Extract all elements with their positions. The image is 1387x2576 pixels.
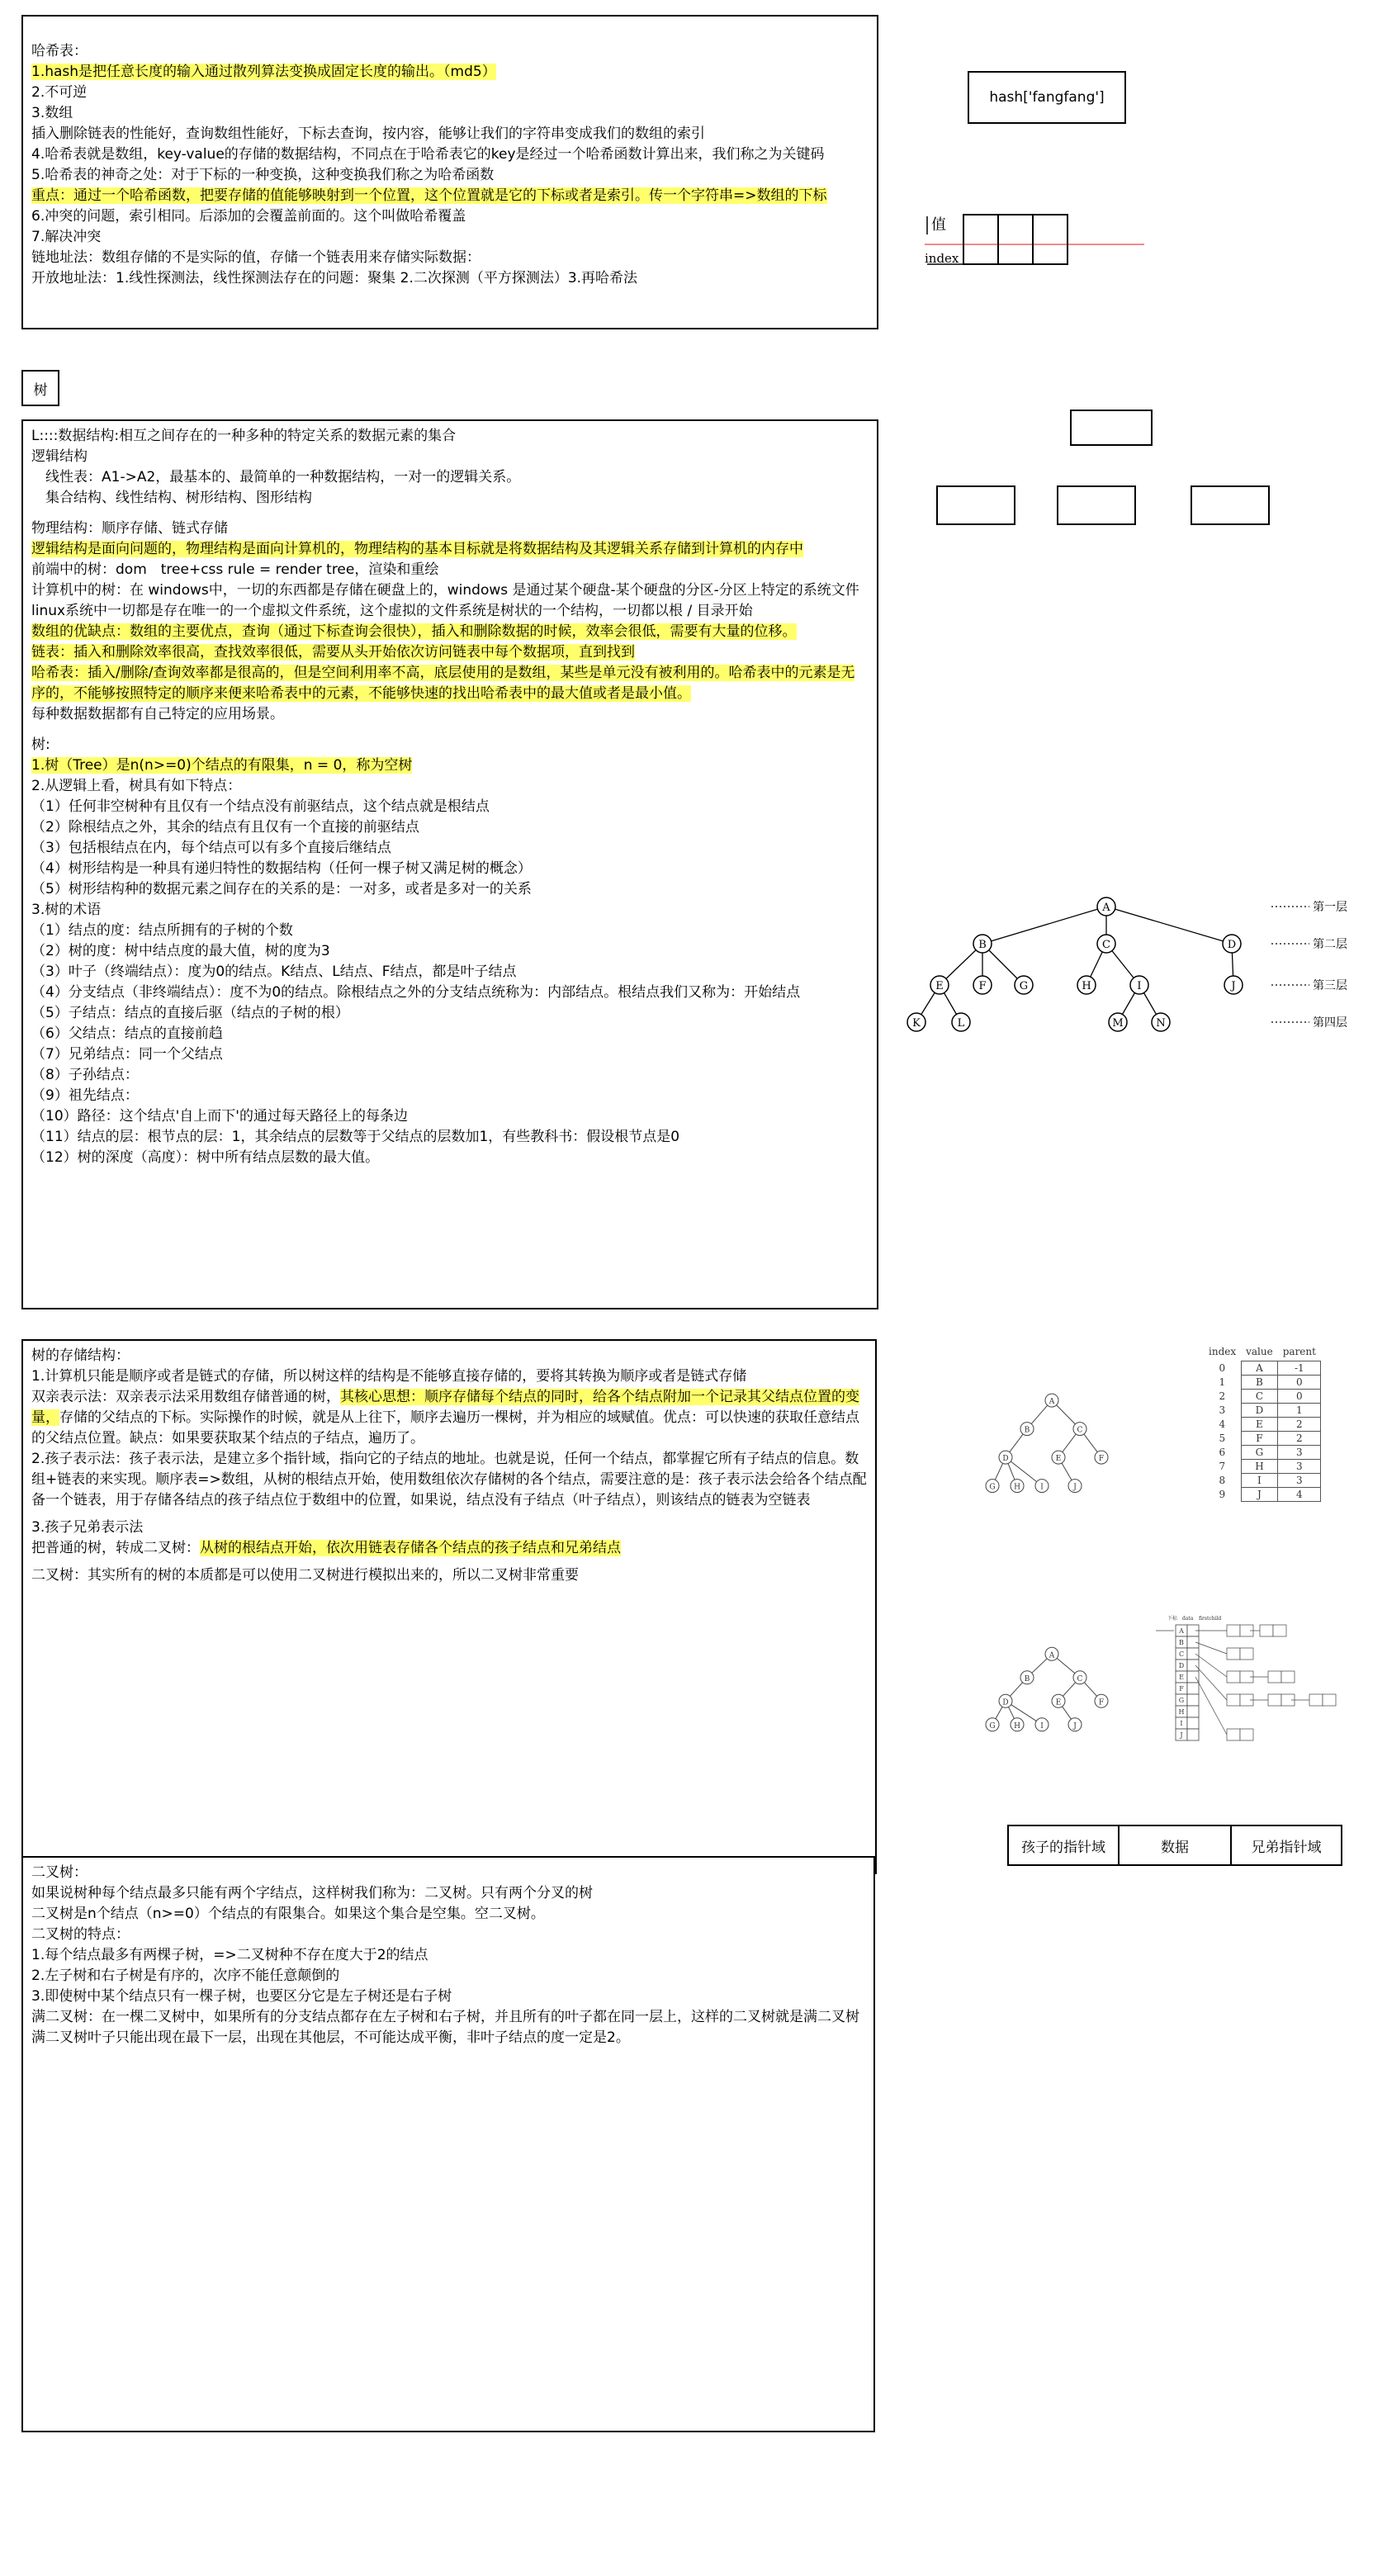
note-line: 5.哈希表的神奇之处：对于下标的一种变换，这种变换我们称之为哈希函数 xyxy=(31,167,495,183)
table-header-cell: parent xyxy=(1282,1346,1316,1357)
tree-node-label: L xyxy=(957,1017,965,1030)
small-tree-1 xyxy=(978,1384,1126,1499)
child-list-pointer-cell xyxy=(1187,1706,1199,1717)
empty-box-right xyxy=(1191,485,1270,525)
child-list-node-index xyxy=(1227,1625,1240,1636)
note-line: （8）子孙结点： xyxy=(31,1067,139,1083)
small-tree-node-label: J xyxy=(1073,1483,1077,1492)
hash-fangfang-label: hash['fangfang'] xyxy=(989,89,1105,106)
table-cell: 2 xyxy=(1278,1432,1321,1446)
tree-node-label: D xyxy=(1227,939,1237,951)
note-line: （5）子结点：结点的直接后驱（结点的子树的根） xyxy=(31,1005,349,1021)
table-cell: -1 xyxy=(1278,1361,1321,1376)
note-line: （7）兄弟结点：同一个父结点 xyxy=(31,1046,223,1063)
child-list-pointer-cell xyxy=(1187,1694,1199,1706)
small-tree-node-label: D xyxy=(1002,1698,1009,1707)
level-label: 第三层 xyxy=(1313,979,1347,992)
note-line: （11）结点的层：根节点的层：1，其余结点的层数等于父结点的层数加1，有些教科书：假设根节点是0 xyxy=(31,1129,680,1145)
note-line: （4）分支结点（非终端结点）：度不为0的结点。除根结点之外的分支结点统称为：内部结点。根结点我们又称为：开始结点 xyxy=(31,984,801,1001)
note-line: 线性表：A1->A2，最基本的、最简单的一种数据结构，一对一的逻辑关系。 xyxy=(31,469,521,485)
child-list-link xyxy=(1195,1665,1227,1700)
note-line: 逻辑结构 xyxy=(31,448,88,465)
note-line: 6.冲突的问题，索引相同。后添加的会覆盖前面的。这个叫做哈希覆盖 xyxy=(31,208,466,225)
table-header-cell: index xyxy=(1209,1346,1237,1358)
sibling-pointer-label: 兄弟指针域 xyxy=(1251,1839,1322,1856)
note-line: （2）除根结点之外，其余的结点有且仅有一个直接的前驱结点 xyxy=(31,819,419,836)
table-cell: D xyxy=(1241,1404,1278,1418)
note-line: 集合结构、线性结构、树形结构、图形结构 xyxy=(31,490,312,506)
child-list-pointer-cell xyxy=(1187,1683,1199,1694)
child-list-node-index xyxy=(1268,1671,1281,1683)
child-list-diagram xyxy=(1153,1612,1351,1760)
table-cell: F xyxy=(1241,1432,1278,1446)
small-tree-node-label: E xyxy=(1055,1455,1062,1464)
small-tree-node-label: E xyxy=(1055,1698,1062,1707)
table-row xyxy=(1204,1376,1321,1390)
small-tree-node-label: A xyxy=(1049,1398,1055,1407)
child-list-label: B xyxy=(1179,1639,1184,1646)
table-row xyxy=(1204,1390,1321,1404)
note-line: （10）路径：这个结点'自上而下'的通过每天路径上的每条边 xyxy=(31,1108,408,1125)
note-text-part: 树的存储结构： xyxy=(31,1347,130,1364)
table-cell: C xyxy=(1241,1390,1278,1404)
child-list-link xyxy=(1195,1642,1227,1654)
tree-tag-label: 树 xyxy=(33,381,48,399)
empty-box-middle xyxy=(1057,485,1136,525)
tree-node-label: I xyxy=(1137,980,1142,992)
small-tree-node-label: C xyxy=(1077,1426,1083,1435)
note-line: 3.树的术语 xyxy=(31,902,102,918)
note-line: （3）包括根结点在内，每个结点可以有多个直接后继结点 xyxy=(31,840,391,856)
child-list-pointer-cell xyxy=(1187,1717,1199,1729)
table-cell: H xyxy=(1241,1460,1278,1474)
table-cell: 2 xyxy=(1219,1390,1226,1402)
note-line: 二叉树是n个结点（n>=0）个结点的有限集合。如果这个集合是空集。空二叉树。 xyxy=(31,1906,545,1922)
hash-fangfang-box xyxy=(968,71,1126,124)
table-cell: G xyxy=(1241,1446,1278,1460)
table-cell: 2 xyxy=(1278,1418,1321,1432)
tree-node-label: F xyxy=(978,980,987,992)
note-line: （1）任何非空树种有且仅有一个结点没有前驱结点，这个结点就是根结点 xyxy=(31,798,490,815)
hash-value-label: 值 xyxy=(931,216,946,234)
child-pointer-field xyxy=(1007,1825,1120,1866)
note-line: 3.即使树中某个结点只有一棵子树，也要区分它是左子树还是右子树 xyxy=(31,1988,452,2005)
table-header-cell: value xyxy=(1246,1346,1273,1357)
note-line: 2.不可逆 xyxy=(31,84,88,101)
child-list-link xyxy=(1195,1654,1227,1677)
child-list-node-index xyxy=(1227,1729,1240,1740)
note-line: 二叉树： xyxy=(31,1864,88,1881)
child-list-node-next xyxy=(1323,1694,1336,1706)
table-row xyxy=(1204,1404,1321,1418)
note-line: 逻辑结构是面向问题的，物理结构是面向计算机的，物理结构的基本目标就是将数据结构及其逻辑关系存储到计算机的内存中 xyxy=(31,541,803,557)
note-line: （12）树的深度（高度）：树中所有结点层数的最大值。 xyxy=(31,1149,380,1166)
hash-note[interactable] xyxy=(21,15,878,329)
tree-node-label: M xyxy=(1112,1017,1124,1030)
hash-array-diagram xyxy=(916,205,1156,279)
table-cell: 3 xyxy=(1278,1446,1321,1460)
note-line xyxy=(31,1449,867,1511)
table-cell: 7 xyxy=(1219,1461,1226,1472)
note-line: （6）父结点：结点的直接前趋 xyxy=(31,1025,223,1042)
small-tree-node-label: H xyxy=(1014,1483,1020,1492)
child-list-pointer-cell xyxy=(1187,1671,1199,1683)
level-label: 第一层 xyxy=(1313,901,1347,914)
note-line xyxy=(31,1387,867,1449)
tree-node-label: C xyxy=(1102,939,1110,951)
note-line xyxy=(31,1538,867,1559)
tree-node-label: J xyxy=(1231,980,1236,992)
table-cell: 0 xyxy=(1219,1362,1226,1374)
child-list-node-index xyxy=(1268,1694,1281,1706)
child-list-node-index xyxy=(1260,1625,1273,1636)
child-list-label: C xyxy=(1178,1650,1185,1658)
table-cell: 1 xyxy=(1219,1376,1226,1388)
note-line: 插入删除链表的性能好，查询数组性能好，下标去查询，按内容，能够让我们的字符串变成我们的数组的索引 xyxy=(31,125,705,142)
note-line: （1）结点的度：结点所拥有的子树的个数 xyxy=(31,922,293,939)
table-cell: 9 xyxy=(1219,1489,1226,1500)
table-cell: 1 xyxy=(1278,1404,1321,1418)
hash-index-label: index xyxy=(925,251,959,266)
note-line xyxy=(31,1518,867,1538)
child-list-node-index xyxy=(1227,1694,1240,1706)
note-line: L::::数据结构:相互之间存在的一种多种的特定关系的数据元素的集合 xyxy=(31,428,457,444)
child-list-node-next xyxy=(1240,1729,1253,1740)
note-line: 链表：插入和删除效率很高，查找效率很低，需要从头开始依次访问链表中每个数据项，直到找到 xyxy=(31,644,635,661)
tree-node-label: N xyxy=(1156,1017,1166,1030)
child-list-header: data xyxy=(1182,1616,1194,1622)
small-tree-2 xyxy=(978,1640,1126,1739)
child-pointer-label: 孩子的指针域 xyxy=(1021,1839,1105,1856)
tree-node-label: K xyxy=(912,1017,921,1030)
note-line: 物理结构：顺序存储、链式存储 xyxy=(31,520,228,537)
child-list-label: A xyxy=(1179,1627,1184,1635)
note-line xyxy=(31,1366,867,1387)
note-text-part: 把普通的树，转成二叉树： xyxy=(31,1540,200,1556)
child-list-pointer-cell xyxy=(1187,1636,1199,1648)
note-line: 如果说树种每个结点最多只能有两个字结点，这样树我们称为：二叉树。只有两个分叉的树 xyxy=(31,1885,593,1901)
table-cell: B xyxy=(1241,1376,1278,1390)
tree-note[interactable] xyxy=(21,419,878,1309)
table-cell: 6 xyxy=(1219,1447,1226,1458)
note-line: （3）叶子（终端结点）：度为0的结点。K结点、L结点、F结点，都是叶子结点 xyxy=(31,964,517,980)
tree-diagram xyxy=(900,892,1370,1049)
table-row xyxy=(1204,1488,1321,1502)
empty-box-left xyxy=(936,485,1015,525)
storage-note[interactable] xyxy=(21,1339,877,1874)
table-cell: 4 xyxy=(1219,1418,1226,1430)
child-list-label: I xyxy=(1180,1720,1183,1727)
note-line: 每种数据数据都有自己特定的应用场景。 xyxy=(31,706,284,722)
small-tree-node-label: A xyxy=(1049,1651,1055,1660)
tree-edge xyxy=(982,907,1106,944)
table-row xyxy=(1204,1432,1321,1446)
small-tree-node-label: C xyxy=(1077,1674,1083,1683)
child-list-node-index xyxy=(1227,1648,1240,1660)
note-line: （5）树形结构种的数据元素之间存在的关系的是：一对多，或者是多对一的关系 xyxy=(31,881,532,897)
tree-tag xyxy=(21,370,59,406)
note-text-part: 1.计算机只能是顺序或者是链式的存储，所以树这样的结构是不能够直接存储的，要将其转换为顺序或者是链式存储 xyxy=(31,1368,747,1385)
table-row xyxy=(1204,1361,1321,1376)
note-line: 前端中的树：dom tree+css rule = render tree，渲染和重绘 xyxy=(31,561,439,578)
note-line: 满二叉树叶子只能出现在最下一层，出现在其他层，不可能达成平衡，非叶子结点的度一定是2。 xyxy=(31,2029,630,2046)
note-line: 数组的优缺点：数组的主要优点，查询（通过下标查询会很快），插入和删除数据的时候，效率会很低，需要有大量的位移。 xyxy=(31,623,797,640)
note-line: 1.hash是把任意长度的输入通过散列算法变换成固定长度的输出。（md5） xyxy=(31,64,496,80)
note-line: 4.哈希表就是数组，key-value的存储的数据结构，不同点在于哈希表它的key是经过一个哈希函数计算出来，我们称之为关键码 xyxy=(31,146,825,163)
child-list-pointer-cell xyxy=(1187,1648,1199,1660)
table-row xyxy=(1204,1446,1321,1460)
note-line: 计算机中的树：在 windows中，一切的东西都是存储在硬盘上的，windows 是通过某个硬盘-某个硬盘的分区-分区上特定的系统文件 xyxy=(31,582,859,599)
tree-edge xyxy=(1106,907,1232,944)
child-list-pointer-cell xyxy=(1187,1660,1199,1671)
table-cell: 3 xyxy=(1278,1474,1321,1488)
note-line xyxy=(31,1565,867,1586)
child-list-label: G xyxy=(1178,1697,1185,1704)
parent-table xyxy=(1204,1346,1321,1502)
note-text-part: 2.孩子表示法：孩子表示法，是建立多个指针域，指向它的子结点的地址。也就是说，任何一个结点，都掌握它所有子结点的信息。数组+链表的来实现。顺序表=>数组，从树的根结点开始，使用数组依次存储树的各个结点，需要注意的是：孩子表示法会给各个结点配备一个链表，用于存储各结点的孩子结点位于数组中的位置，如果说，结点没有子结点（叶子结点），则该结点的链表为空链表 xyxy=(31,1451,867,1508)
table-row xyxy=(1204,1460,1321,1474)
table-cell: J xyxy=(1241,1488,1278,1502)
child-list-label: E xyxy=(1179,1674,1184,1681)
table-row xyxy=(1204,1418,1321,1432)
child-list-label: J xyxy=(1180,1731,1183,1739)
small-tree-node-label: G xyxy=(989,1721,996,1731)
child-list-link xyxy=(1195,1677,1227,1735)
tree-node-label: B xyxy=(978,939,987,951)
small-tree-node-label: I xyxy=(1040,1483,1044,1492)
child-list-node-index xyxy=(1227,1671,1240,1683)
note-line: 3.数组 xyxy=(31,105,73,121)
child-list-node-next xyxy=(1240,1648,1253,1660)
table-cell: 5 xyxy=(1219,1432,1226,1444)
child-list-label: D xyxy=(1178,1662,1185,1669)
child-list-label: F xyxy=(1179,1685,1184,1693)
child-list-pointer-cell xyxy=(1187,1729,1199,1740)
note-line: 开放地址法：1.线性探测法，线性探测法存在的问题：聚集 2.二次探测（平方探测法）3.再哈希法 xyxy=(31,270,638,286)
small-tree-node-label: D xyxy=(1002,1455,1009,1464)
table-header-row xyxy=(1204,1346,1321,1361)
child-list-node-next xyxy=(1281,1671,1295,1683)
note-line: 2.左子树和右子树是有序的，次序不能任意颠倒的 xyxy=(31,1968,340,1984)
small-tree-node-label: H xyxy=(1014,1721,1020,1731)
note-text-part: 从树的根结点开始，依次用链表存储各个结点的孩子结点和兄弟结点 xyxy=(200,1540,621,1556)
note-text-part: 二叉树：其实所有的树的本质都是可以使用二叉树进行模拟出来的，所以二叉树非常重要 xyxy=(31,1567,579,1584)
note-text-part: 存储的父结点的下标。实际操作的时候，就是从上往下，顺序去遍历一棵树，并为相应的域赋值。优点：可以快速的获取任意结点的父结点位置。缺点：如果要获取某个结点的子结点，遍历了。 xyxy=(31,1409,859,1447)
note-text-part: 3.孩子兄弟表示法 xyxy=(31,1519,144,1536)
table-cell: 3 xyxy=(1278,1460,1321,1474)
sibling-pointer-field xyxy=(1232,1825,1342,1866)
child-list-node-next xyxy=(1273,1625,1286,1636)
note-line: 1.每个结点最多有两棵子树，=>二叉树种不存在度大于2的结点 xyxy=(31,1947,428,1963)
note-line: 7.解决冲突 xyxy=(31,229,102,245)
note-line: 重点：通过一个哈希函数，把要存储的值能够映射到一个位置，这个位置就是它的下标或者是索引。传一个字符串=>数组的下标 xyxy=(31,187,827,204)
note-line: （2）树的度：树中结点度的最大值，树的度为3 xyxy=(31,943,330,959)
tree-node-label: E xyxy=(935,980,944,992)
small-tree-node-label: B xyxy=(1024,1426,1030,1435)
small-tree-node-label: F xyxy=(1098,1698,1105,1707)
table-cell: 4 xyxy=(1278,1488,1321,1502)
child-list-label: H xyxy=(1178,1708,1185,1716)
table-row xyxy=(1204,1474,1321,1488)
note-line xyxy=(31,1346,867,1366)
level-label: 第四层 xyxy=(1313,1016,1347,1030)
level-label: 第二层 xyxy=(1313,938,1347,951)
tree-node-label: H xyxy=(1082,980,1091,992)
small-tree-node-label: F xyxy=(1098,1455,1105,1464)
tree-node-label: A xyxy=(1102,902,1110,914)
note-text-part: 双亲表示法：双亲表示法采用数组存储普通的树， xyxy=(31,1389,340,1405)
table-cell: A xyxy=(1241,1361,1278,1376)
note-line: 2.从逻辑上看，树具有如下特点： xyxy=(31,778,242,794)
note-line: linux系统中一切都是存在唯一的一个虚拟文件系统，这个虚拟的文件系统是树状的一个结构，一切都以根 / 目录开始 xyxy=(31,603,753,619)
small-tree-node-label: I xyxy=(1040,1721,1044,1731)
note-line: （4）树形结构是一种具有递归特性的数据结构（任何一棵子树又满足树的概念） xyxy=(31,860,532,877)
note-line: 哈希表：插入/删除/查询效率都是很高的，但是空间利用率不高，底层使用的是数组，某些是单元没有被利用的。哈希表中的元素是无序的，不能够按照特定的顺序来便来哈希表中的元素，不能够快速的找出哈希表中的最大值或者是最小值。 xyxy=(31,665,855,702)
tree-node-label: G xyxy=(1019,980,1029,992)
table-cell: I xyxy=(1241,1474,1278,1488)
table-cell: 8 xyxy=(1219,1475,1226,1486)
child-list-header: 下标 xyxy=(1167,1616,1178,1622)
note-line: 哈希表： xyxy=(31,43,88,59)
empty-box-top xyxy=(1070,410,1153,446)
data-field xyxy=(1120,1825,1232,1866)
sibling-node-structure xyxy=(1007,1825,1342,1866)
note-line: （9）祖先结点： xyxy=(31,1087,139,1104)
data-label: 数据 xyxy=(1161,1839,1189,1856)
note-line: 树: xyxy=(31,736,50,753)
table-cell: 0 xyxy=(1278,1390,1321,1404)
small-tree-node-label: B xyxy=(1024,1674,1030,1683)
note-line: 二叉树的特点： xyxy=(31,1926,130,1943)
child-list-header: firstchild xyxy=(1199,1616,1222,1622)
small-tree-node-label: G xyxy=(989,1483,996,1492)
binary-tree-note[interactable] xyxy=(21,1856,875,2432)
table-cell: 3 xyxy=(1219,1404,1226,1416)
note-line: 满二叉树：在一棵二叉树中，如果所有的分支结点都存在左子树和右子树，并且所有的叶子都在同一层上，这样的二叉树就是满二叉树 xyxy=(31,2009,859,2025)
small-tree-node-label: J xyxy=(1073,1721,1077,1731)
table-cell: E xyxy=(1241,1418,1278,1432)
note-text-part: 其核心思想：顺序存储每个结点的同时，给各个结点附加一个记录其父结点位置的变量， xyxy=(31,1389,859,1426)
note-line: 链地址法：数组存储的不是实际的值，存储一个链表用来存储实际数据： xyxy=(31,249,480,266)
child-list-node-index xyxy=(1309,1694,1323,1706)
table-cell: 0 xyxy=(1278,1376,1321,1390)
note-line: 1.树（Tree）是n(n>=0)个结点的有限集，n = 0，称为空树 xyxy=(31,757,413,774)
